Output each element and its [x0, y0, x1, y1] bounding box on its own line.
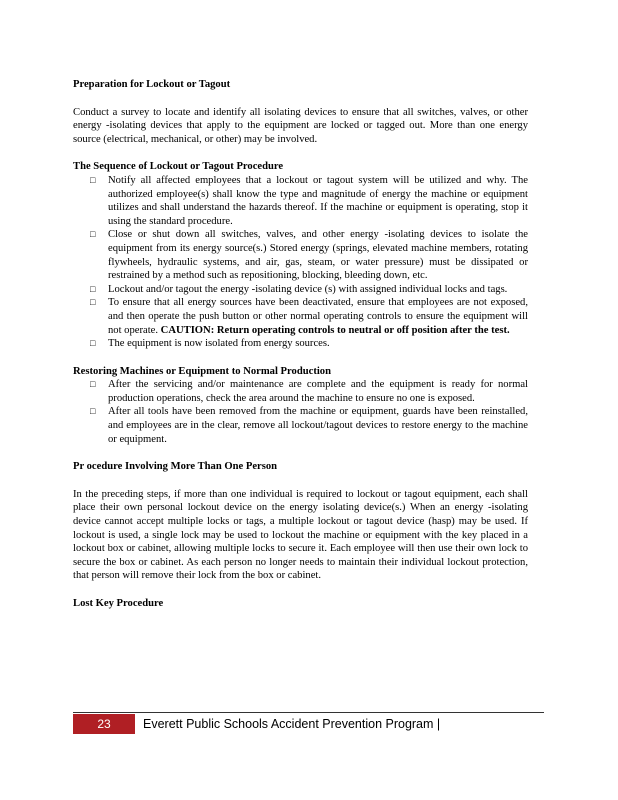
preparation-paragraph: Conduct a survey to locate and identify all isolating devices to ensure that all switches, valves, or other energy -isolating devices that apply to the equipment are locked or tagged out. More than one energy source (electrical, mechanical, or other) may be involved. — [73, 106, 528, 145]
caution-note: CAUTION: Return operating controls to neutral or off position after the test. — [160, 324, 510, 336]
footer-title: Everett Public Schools Accident Prevention Program | — [143, 717, 441, 731]
list-item: □ The equipment is now isolated from energy sources. — [90, 338, 330, 350]
square-bullet-icon: □ — [90, 229, 96, 240]
list-item: □ After all tools have been removed from the machine or equipment, guards have been reinstalled, and employees are in the clear, remove all lockout/tagout devices to restore energy to the machine or equipment. — [90, 406, 528, 445]
sequence-heading: The Sequence of Lockout or Tagout Procedure — [73, 161, 284, 173]
page-number: 23 — [73, 714, 135, 734]
more-than-one-heading: Pr ocedure Involving More Than One Person — [73, 461, 278, 473]
preparation-heading: Preparation for Lockout or Tagout — [73, 79, 231, 90]
square-bullet-icon: □ — [90, 297, 96, 308]
list-item: □ Close or shut down all switches, valves, and other energy -isolating devices to isolate the equipment from its energy source(s.) Stored energy (springs, elevated machine members, rotating flywheels, hydraulic systems, and air, gas, steam, or water pressure) must be dissipated or restrained by a method such as repositioning, blocking, bleeding down, etc. — [90, 229, 528, 282]
page-footer — [73, 712, 544, 735]
square-bullet-icon: □ — [90, 406, 96, 417]
list-item: □ After the servicing and/or maintenance are complete and the equipment is ready for normal production operations, check the area around the machine to ensure no one is exposed. — [90, 379, 528, 404]
restoring-list — [73, 378, 528, 446]
square-bullet-icon: □ — [90, 174, 96, 185]
list-item: □ Notify all affected employees that a lockout or tagout system will be utilized and why. The authorized employee(s) shall know the type and magnitude of energy the machine or equipment utilizes and shall understand the hazards thereof. If the machine or equipment is operating, stop it using the standard procedure. — [90, 174, 528, 227]
square-bullet-icon: □ — [90, 283, 96, 294]
more-than-one-paragraph: In the preceding steps, if more than one individual is required to lockout or tagout equipment, each shall place their own personal lockout device on the energy isolating device(s.) When an energy -isolating device cannot accept multiple locks or tags, a multiple lockout or tagout device (hasp) may be used. If lockout is used, a single lock may be used to lockout the machine or equipment with the key placed in a lockout box or cabinet, allowing multiple locks to secure it. Each employee will then use their own lock to secure the box or cabinet. As each person no longer needs to maintain their individual lockout protection, that person will remove their lock from the box or cabinet. — [73, 488, 528, 582]
list-item: □ Lockout and/or tagout the energy -isolating device (s) with assigned individual locks and tags. — [90, 283, 508, 295]
document-page — [73, 78, 528, 611]
restoring-heading: Restoring Machines or Equipment to Normal Production — [73, 365, 331, 377]
square-bullet-icon: □ — [90, 338, 96, 349]
square-bullet-icon: □ — [90, 379, 96, 390]
lost-key-heading: Lost Key Procedure — [73, 598, 164, 609]
list-item: □ To ensure that all energy sources have been deactivated, ensure that employees are not exposed, and then operate the push button or other normal operating controls to ensure the equipment will not operate. CAUTION: Return operating controls to neutral or off position after the test. — [90, 297, 528, 336]
sequence-list — [73, 174, 528, 351]
